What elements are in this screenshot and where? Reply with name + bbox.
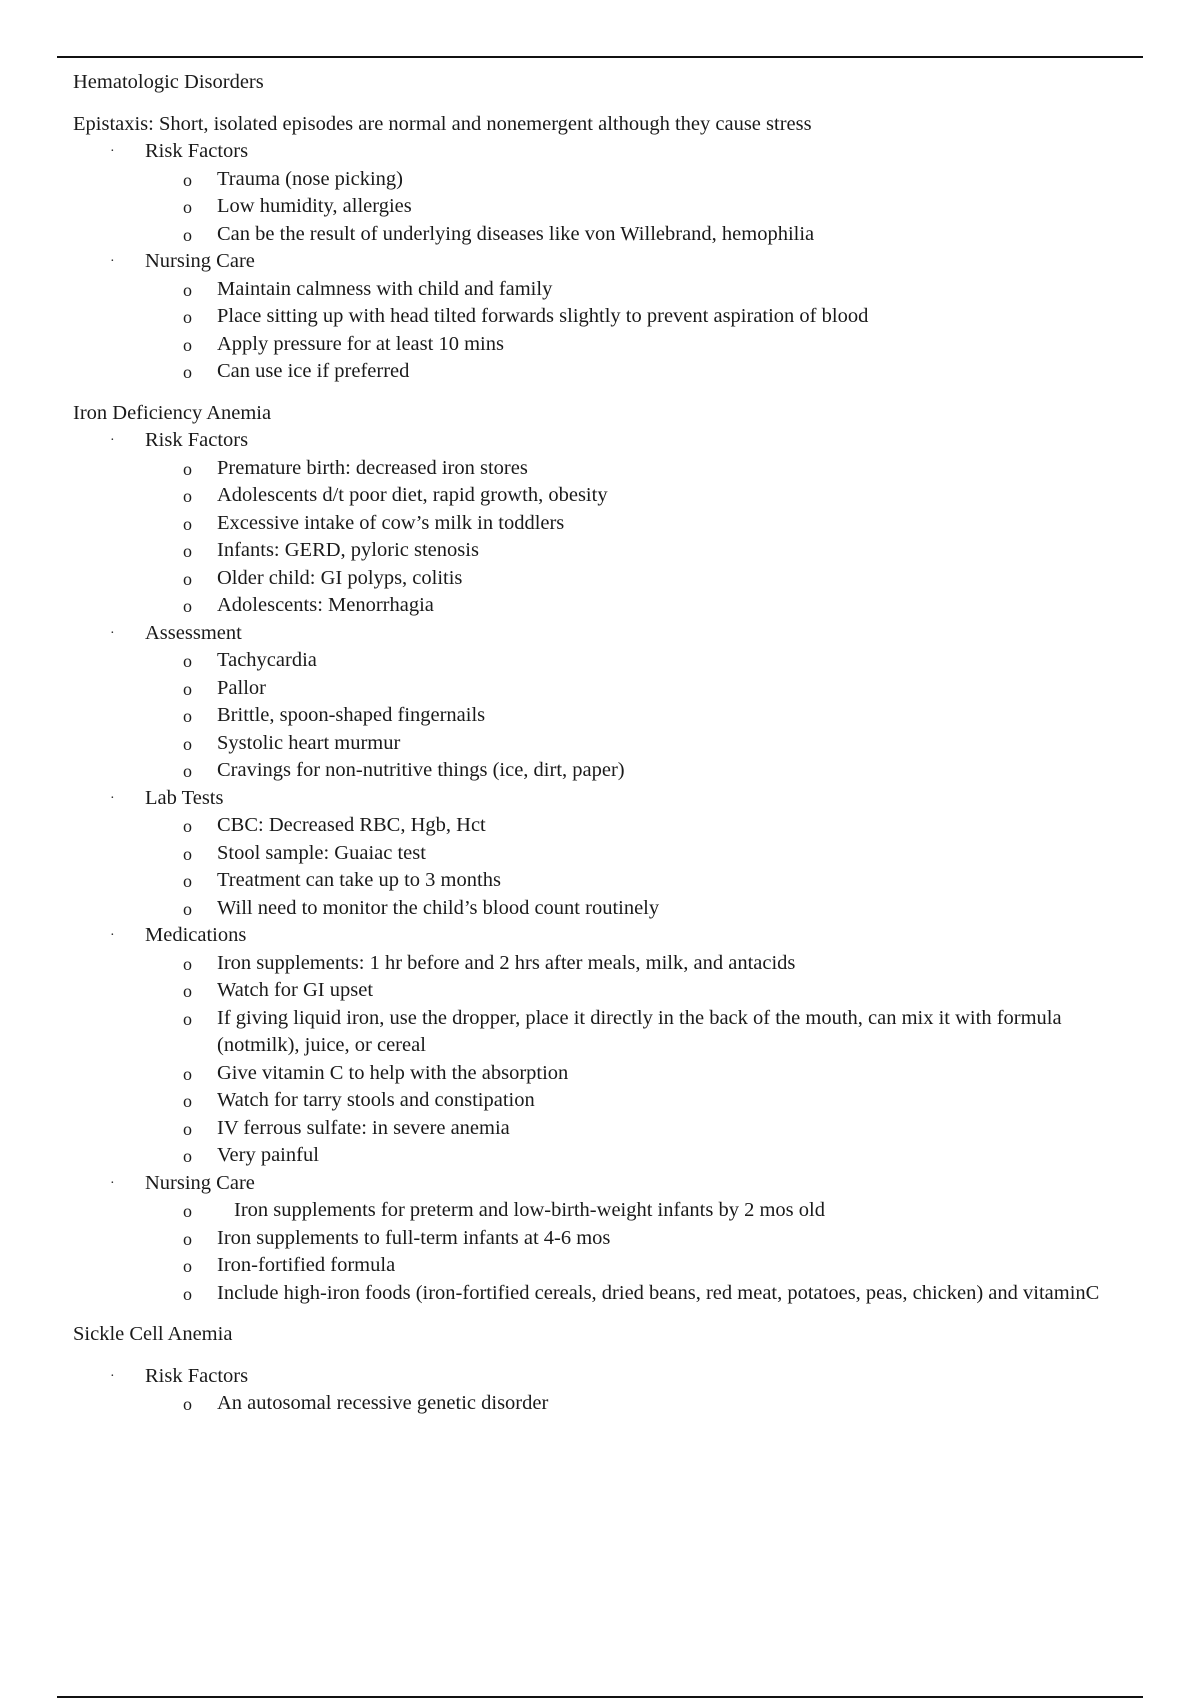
list-item xyxy=(73,812,1133,840)
list-item xyxy=(73,1225,1133,1253)
bullet-icon: · xyxy=(110,1368,115,1384)
item-text: Cravings for non-nutritive things (ice, dirt, paper) xyxy=(217,759,625,781)
item-text: Can use ice if preferred xyxy=(217,360,410,382)
bullet-icon: · xyxy=(110,625,115,641)
item-text: Older child: GI polyps, colitis xyxy=(217,566,463,589)
list-item xyxy=(73,1005,1133,1060)
list-item xyxy=(73,840,1133,868)
section-epistaxis xyxy=(73,111,1133,386)
list-item xyxy=(73,592,1133,620)
circle-bullet-icon: o xyxy=(183,596,192,616)
item-text: An autosomal recessive genetic disorder xyxy=(217,1392,549,1414)
bullet-icon: · xyxy=(110,1175,115,1191)
group-nursing-care xyxy=(73,1170,1133,1308)
group-label: Lab Tests xyxy=(145,786,224,809)
group-label: Risk Factors xyxy=(145,1364,249,1387)
item-text: IV ferrous sulfate: in severe anemia xyxy=(217,1116,510,1139)
item-text: Infants: GERD, pyloric stenosis xyxy=(217,539,479,561)
list-item xyxy=(73,303,1133,331)
circle-bullet-icon: o xyxy=(183,843,192,864)
bottom-rule xyxy=(57,1696,1143,1698)
list-item xyxy=(73,565,1133,593)
circle-bullet-icon: o xyxy=(183,816,192,836)
item-text: Adolescents: Menorrhagia xyxy=(217,594,434,616)
item-text: Apply pressure for at least 10 mins xyxy=(217,332,504,355)
list-item xyxy=(73,166,1133,194)
item-text: Treatment can take up to 3 months xyxy=(217,869,501,891)
circle-bullet-icon: o xyxy=(183,871,192,891)
list-item xyxy=(73,1087,1133,1115)
item-text: Tachycardia xyxy=(217,649,317,671)
list-item xyxy=(73,331,1133,359)
circle-bullet-icon: o xyxy=(183,568,192,589)
group-list xyxy=(73,138,1133,386)
circle-bullet-icon: o xyxy=(183,733,192,754)
document-body xyxy=(73,69,1133,1432)
list-item xyxy=(73,867,1133,895)
bullet-icon: · xyxy=(110,790,115,806)
group-nursing-care xyxy=(73,248,1133,386)
circle-bullet-icon: o xyxy=(183,953,192,974)
circle-bullet-icon: o xyxy=(183,1201,192,1221)
list-item xyxy=(73,455,1133,483)
circle-bullet-icon: o xyxy=(183,1118,192,1139)
circle-bullet-icon: o xyxy=(183,678,192,699)
list-item xyxy=(73,1142,1133,1170)
item-list xyxy=(145,276,1133,386)
bullet-icon: · xyxy=(110,144,115,159)
list-item xyxy=(73,977,1133,1005)
group-risk-factors xyxy=(73,427,1133,620)
circle-bullet-icon: o xyxy=(183,1091,192,1111)
section-iron-deficiency-anemia xyxy=(73,400,1133,1308)
page-title: Hematologic Disorders xyxy=(73,71,264,93)
circle-bullet-icon: o xyxy=(183,279,192,300)
item-list xyxy=(145,950,1133,1170)
list-item xyxy=(73,221,1133,249)
circle-bullet-icon: o xyxy=(183,706,192,726)
item-text: CBC: Decreased RBC, Hgb, Hct xyxy=(217,814,486,836)
bullet-icon: · xyxy=(110,254,115,269)
list-item xyxy=(73,895,1133,923)
list-item xyxy=(73,193,1133,221)
item-text: Brittle, spoon-shaped fingernails xyxy=(217,704,486,726)
item-text: Iron supplements for preterm and low-birth-weight infants by 2 mos old xyxy=(234,1199,825,1221)
list-item xyxy=(73,482,1133,510)
list-item xyxy=(73,702,1133,730)
list-item xyxy=(73,276,1133,304)
group-lab-tests xyxy=(73,785,1133,923)
circle-bullet-icon: o xyxy=(183,224,192,245)
group-label: Medications xyxy=(145,924,247,946)
item-text: Watch for GI upset xyxy=(217,979,374,1001)
circle-bullet-icon: o xyxy=(183,1283,192,1304)
section-heading: Sickle Cell Anemia xyxy=(73,1323,233,1345)
circle-bullet-icon: o xyxy=(183,1228,192,1249)
item-text: Can be the result of underlying diseases like von Willebrand, hemophilia xyxy=(217,222,815,245)
group-medications xyxy=(73,922,1133,1170)
list-item xyxy=(73,1252,1133,1280)
list-item xyxy=(73,1197,1133,1225)
group-label: Risk Factors xyxy=(145,429,249,451)
list-item xyxy=(73,1390,1133,1418)
list-item xyxy=(73,1280,1133,1308)
list-item xyxy=(73,1115,1133,1143)
bullet-icon: · xyxy=(110,433,115,448)
item-text: Watch for tarry stools and constipation xyxy=(217,1089,535,1111)
item-text: Place sitting up with head tilted forwards slightly to prevent aspiration of blood xyxy=(217,305,869,327)
item-text: Stool sample: Guaiac test xyxy=(217,841,426,864)
circle-bullet-icon: o xyxy=(183,362,192,382)
circle-bullet-icon: o xyxy=(183,197,192,217)
section-sickle-cell-anemia xyxy=(73,1321,1133,1418)
item-text: Give vitamin C to help with the absorption xyxy=(217,1061,569,1084)
group-assessment xyxy=(73,620,1133,785)
list-item xyxy=(73,510,1133,538)
item-text: If giving liquid iron, use the dropper, place it directly in the back of the mouth, can mix it with formula (notmilk), juice, or cereal xyxy=(217,1006,1062,1056)
list-item xyxy=(73,1060,1133,1088)
circle-bullet-icon: o xyxy=(183,981,192,1001)
item-text: Will need to monitor the child’s blood count routinely xyxy=(217,896,660,919)
group-label: Nursing Care xyxy=(145,1171,255,1194)
item-text: Systolic heart murmur xyxy=(217,731,401,754)
item-text: Include high-iron foods (iron-fortified cereals, dried beans, red meat, potatoes, peas, chicken) and vitaminC xyxy=(217,1281,1100,1304)
circle-bullet-icon: o xyxy=(183,761,192,781)
item-text: Adolescents d/t poor diet, rapid growth, obesity xyxy=(217,484,608,506)
item-text: Trauma (nose picking) xyxy=(217,167,403,190)
list-item xyxy=(73,647,1133,675)
item-list xyxy=(145,812,1133,922)
item-text: Premature birth: decreased iron stores xyxy=(217,456,528,479)
section-heading: Iron Deficiency Anemia xyxy=(73,401,272,424)
circle-bullet-icon: o xyxy=(183,1146,192,1166)
list-item xyxy=(73,675,1133,703)
item-text: Low humidity, allergies xyxy=(217,195,412,217)
circle-bullet-icon: o xyxy=(183,1394,192,1414)
item-text: Iron-fortified formula xyxy=(217,1254,396,1276)
circle-bullet-icon: o xyxy=(183,169,192,190)
list-item xyxy=(73,757,1133,785)
item-list xyxy=(145,455,1133,620)
item-list xyxy=(145,166,1133,249)
item-text: Maintain calmness with child and family xyxy=(217,277,553,300)
bullet-icon: · xyxy=(110,928,115,943)
item-text: Very painful xyxy=(217,1144,319,1166)
list-item xyxy=(73,537,1133,565)
circle-bullet-icon: o xyxy=(183,1008,192,1029)
group-list xyxy=(73,1363,1133,1418)
group-risk-factors xyxy=(73,1363,1133,1418)
group-label: Risk Factors xyxy=(145,140,249,162)
circle-bullet-icon: o xyxy=(183,651,192,671)
item-list xyxy=(145,1197,1133,1307)
section-heading: Epistaxis: Short, isolated episodes are normal and nonemergent although they cause stress xyxy=(73,112,812,135)
circle-bullet-icon: o xyxy=(183,307,192,327)
circle-bullet-icon: o xyxy=(183,513,192,534)
group-label: Nursing Care xyxy=(145,250,255,272)
group-list xyxy=(73,427,1133,1307)
list-item xyxy=(73,950,1133,978)
list-item xyxy=(73,358,1133,386)
circle-bullet-icon: o xyxy=(183,1256,192,1276)
circle-bullet-icon: o xyxy=(183,898,192,919)
circle-bullet-icon: o xyxy=(183,486,192,506)
item-list xyxy=(145,647,1133,785)
circle-bullet-icon: o xyxy=(183,458,192,479)
group-risk-factors xyxy=(73,138,1133,248)
item-text: Iron supplements to full-term infants at 4-6 mos xyxy=(217,1226,611,1249)
circle-bullet-icon: o xyxy=(183,541,192,561)
circle-bullet-icon: o xyxy=(183,334,192,355)
circle-bullet-icon: o xyxy=(183,1063,192,1084)
item-text: Excessive intake of cow’s milk in toddlers xyxy=(217,511,565,534)
item-text: Iron supplements: 1 hr before and 2 hrs after meals, milk, and antacids xyxy=(217,951,796,974)
list-item xyxy=(73,730,1133,758)
item-text: Pallor xyxy=(217,676,266,699)
top-rule xyxy=(57,56,1143,58)
item-list xyxy=(145,1390,1133,1418)
group-label: Assessment xyxy=(145,621,242,644)
